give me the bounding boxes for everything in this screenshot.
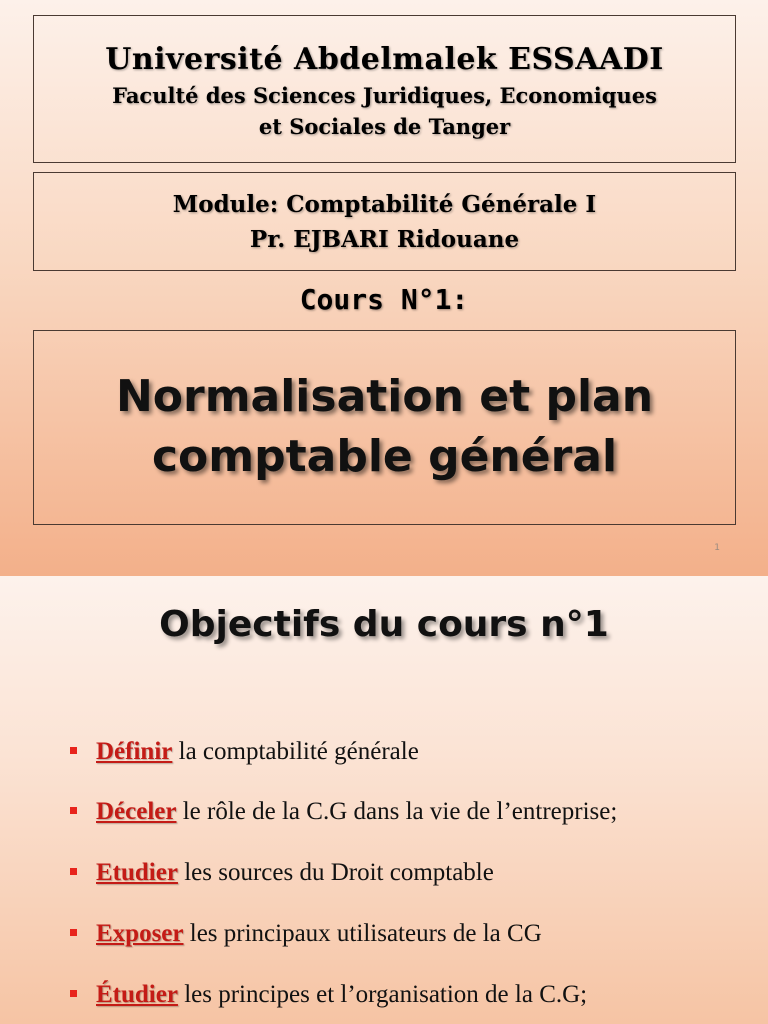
- professor-name: Pr. EJBARI Ridouane: [249, 226, 520, 253]
- objective-verb: Étudier: [96, 981, 178, 1008]
- faculty-name-line-1: Faculté des Sciences Juridiques, Economiques: [112, 83, 657, 108]
- objective-item: [70, 738, 750, 766]
- square-bullet-icon: [70, 929, 77, 936]
- objective-text: le rôle de la C.G dans la vie de l’entreprise;: [176, 798, 618, 825]
- objective-item: [70, 798, 750, 826]
- course-title-line-1: Normalisation et plan: [115, 371, 654, 422]
- objective-verb: Exposer: [96, 920, 184, 947]
- slide-page-number: 1: [714, 543, 720, 553]
- objective-item: [70, 981, 750, 1009]
- objective-item: [70, 859, 750, 887]
- objective-verb: Définir: [96, 738, 173, 765]
- university-header-box: [33, 15, 736, 163]
- objective-verb: Déceler: [96, 798, 177, 825]
- faculty-name-line-2: et Sociales de Tanger: [258, 114, 511, 139]
- objective-verb: Etudier: [96, 859, 178, 886]
- square-bullet-icon: [70, 747, 77, 754]
- course-title-box: [33, 330, 736, 525]
- objectives-title: Objectifs du cours n°1: [159, 604, 609, 645]
- course-title-line-2: comptable général: [151, 431, 618, 482]
- square-bullet-icon: [70, 990, 77, 997]
- objective-text: les principes et l’organisation de la C.G;: [177, 981, 588, 1008]
- module-name: Module: Comptabilité Générale I: [172, 191, 597, 218]
- university-name: Université Abdelmalek ESSAADI: [105, 42, 664, 77]
- objective-text: la comptabilité générale: [172, 738, 419, 765]
- objective-text: les sources du Droit comptable: [177, 859, 494, 886]
- module-info-box: [33, 172, 736, 271]
- slide-2: [0, 576, 768, 1024]
- objective-text: les principaux utilisateurs de la CG: [183, 920, 542, 947]
- objective-item: [70, 920, 750, 948]
- square-bullet-icon: [70, 868, 77, 875]
- course-number: Cours N°1:: [299, 283, 469, 316]
- square-bullet-icon: [70, 807, 77, 814]
